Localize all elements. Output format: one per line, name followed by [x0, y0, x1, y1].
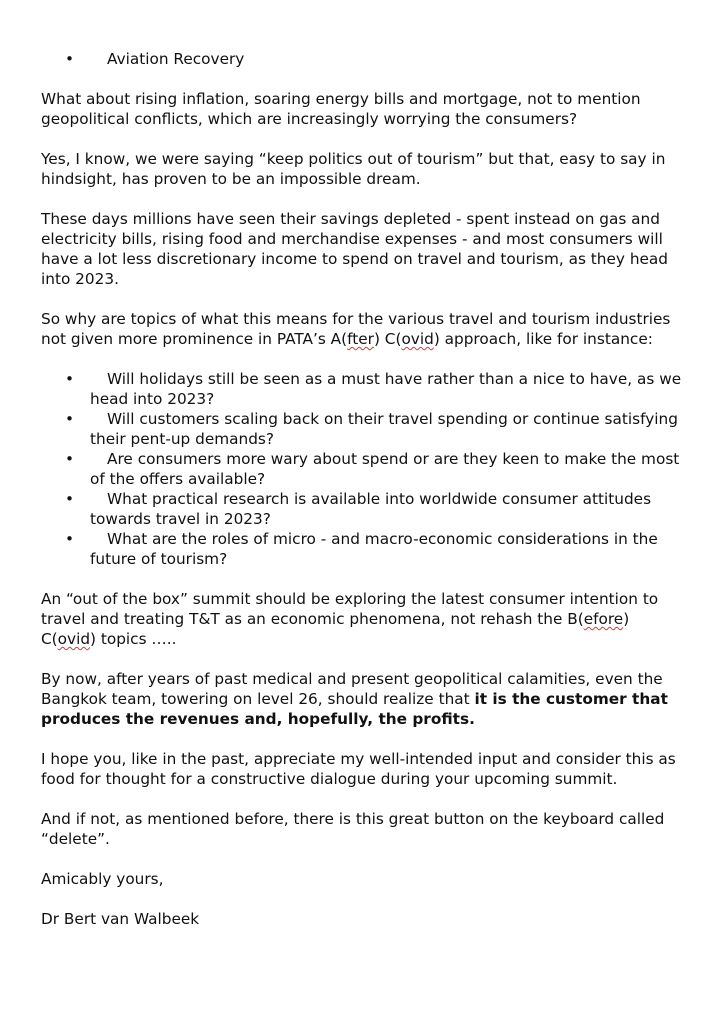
questions-list — [41, 369, 686, 569]
paragraph-input: I hope you, like in the past, appreciate my well-intended input and consider this as food for thought for a constructive dialogue during your upcoming summit. — [41, 750, 676, 788]
spellcheck-word: ovid — [401, 330, 434, 348]
paragraph-savings: These days millions have seen their savings depleted - spent instead on gas and electricity bills, rising food and merchandise expenses - and most consumers will have a lot less discretionary income to spend on travel and tourism, as they head into 2023. — [41, 210, 669, 288]
list-item-text: Aviation Recovery — [107, 50, 245, 68]
document-body — [41, 49, 686, 949]
bullet-icon: • — [65, 490, 75, 508]
list-item — [41, 369, 686, 409]
topic-list — [41, 49, 686, 69]
paragraph-delete: And if not, as mentioned before, there is this great button on the keyboard called “delete”. — [41, 810, 665, 848]
paragraph-politics: Yes, I know, we were saying “keep politics out of tourism” but that, easy to say in hindsight, has proven to be an impossible dream. — [41, 150, 666, 188]
bullet-icon: • — [65, 450, 75, 468]
emphasis-text: it is the customer that produces the revenues and, hopefully, the profits. — [41, 690, 668, 728]
list-item — [41, 49, 686, 69]
spellcheck-word: fter — [347, 330, 374, 348]
paragraph-topics: So why are topics of what this means for the various travel and tourism industries not given more prominence in PATA’s A(fter) C(ovid) approach, like for instance: — [41, 310, 671, 348]
list-item-text: What are the roles of micro - and macro-economic considerations in the future of tourism? — [90, 530, 658, 568]
bullet-icon: • — [65, 370, 75, 388]
list-item — [41, 409, 686, 449]
list-item-text: Are consumers more wary about spend or are they keen to make the most of the offers available? — [90, 450, 680, 488]
bullet-icon: • — [65, 530, 75, 548]
bullet-icon: • — [65, 410, 75, 428]
list-item-text: Will customers scaling back on their travel spending or continue satisfying their pent-up demands? — [90, 410, 678, 448]
spellcheck-word: efore — [583, 610, 624, 628]
paragraph-customer: By now, after years of past medical and present geopolitical calamities, even the Bangkok team, towering on level 26, should realize that it is the customer that produces the revenues and, hopefully, the profits. — [41, 670, 668, 728]
paragraph-summit: An “out of the box” summit should be exploring the latest consumer intention to travel and treating T&T as an economic phenomena, not rehash the B(efore) C(ovid) topics ….. — [41, 590, 659, 648]
spellcheck-word: ovid — [57, 630, 91, 648]
bullet-icon: • — [65, 50, 75, 68]
paragraph-inflation: What about rising inflation, soaring energy bills and mortgage, not to mention geopolitical conflicts, which are increasingly worrying the consumers? — [41, 90, 641, 128]
list-item-text: Will holidays still be seen as a must have rather than a nice to have, as we head into 2023? — [90, 370, 682, 408]
closing: Amicably yours, — [41, 870, 164, 888]
signature: Dr Bert van Walbeek — [41, 910, 200, 928]
list-item — [41, 449, 686, 489]
list-item-text: What practical research is available into worldwide consumer attitudes towards travel in 2023? — [90, 490, 652, 528]
list-item — [41, 489, 686, 529]
list-item — [41, 529, 686, 569]
